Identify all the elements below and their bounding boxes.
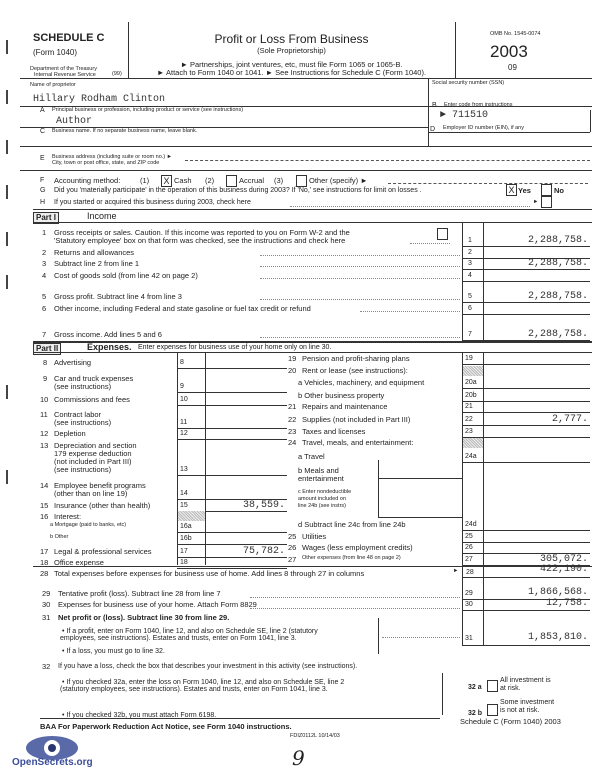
line-box-number: 14 xyxy=(180,490,188,497)
row-rule xyxy=(462,542,590,543)
line-box-number: 4 xyxy=(468,272,472,279)
business-value[interactable]: Author xyxy=(56,116,93,127)
row-rule xyxy=(177,428,287,429)
bracket xyxy=(442,673,443,715)
leader-dots xyxy=(382,637,460,638)
col-rule xyxy=(177,352,178,565)
leader-dots xyxy=(260,278,460,279)
accrual-checkbox[interactable] xyxy=(226,175,237,187)
row-rule xyxy=(462,281,590,282)
leader-dots xyxy=(250,608,460,609)
expense-label: Other expenses (from line 48 on page 2) xyxy=(302,555,401,561)
option-1-label: (1) xyxy=(140,176,150,185)
line-number: 13 xyxy=(40,441,49,450)
line-l30-amount[interactable]: 12,758. xyxy=(545,598,588,609)
line-h-letter: H xyxy=(40,199,46,206)
expense-label: Interest: xyxy=(54,512,82,521)
irs-label: Internal Revenue Service xyxy=(34,72,96,78)
form-number: (Form 1040) xyxy=(33,48,78,57)
leader-dots xyxy=(260,266,460,267)
line-box-number: 12 xyxy=(180,430,188,437)
risk-text: Some investment xyxy=(500,699,555,706)
address-field[interactable] xyxy=(185,160,590,161)
expense-label: Rent or lease (see instructions): xyxy=(302,366,408,375)
scan-mark xyxy=(6,40,8,54)
leader-dots xyxy=(410,243,450,244)
line-box-number: 24d xyxy=(465,521,477,528)
leader-dots xyxy=(360,311,460,312)
software-code: FDIZ0112L 10/14/03 xyxy=(290,733,340,739)
line-box-number: 3 xyxy=(468,260,472,267)
line-box-number: 15 xyxy=(180,502,188,509)
bullet-text: • If you checked 32b, you must attach Form 6198. xyxy=(62,712,217,719)
shaded-cell xyxy=(463,438,483,448)
line-box-number: 23 xyxy=(465,428,473,435)
row-rule xyxy=(462,246,590,247)
expense-label: line 24b (see instrs) xyxy=(298,503,346,509)
line-31-amount[interactable]: 1,853,810. xyxy=(527,632,588,643)
arrow-icon: ► xyxy=(533,199,539,205)
line-number: 16 xyxy=(40,512,49,521)
line-number: 14 xyxy=(40,481,49,490)
line-number: 21 xyxy=(288,402,297,411)
part-2-tag: Part II xyxy=(33,343,61,355)
line-box-number: 18 xyxy=(180,559,188,566)
arrow-icon: ► xyxy=(453,568,459,574)
line-7-amount[interactable]: 2,288,758. xyxy=(527,329,588,340)
row-rule xyxy=(177,368,287,369)
row-rule xyxy=(462,425,590,426)
line-box-number: 2 xyxy=(468,249,472,256)
expense-label: Employee benefit programs xyxy=(54,481,146,490)
line-number: 15 xyxy=(40,501,49,510)
line-box-number: 30 xyxy=(465,601,473,608)
line-box-number: 24a xyxy=(465,453,477,460)
line-label: Tentative profit (loss). Subtract line 28 from line 7 xyxy=(58,589,221,598)
expense-label: Supplies (not included in Part III) xyxy=(302,415,411,424)
expense-label: Office expense xyxy=(54,558,104,567)
accrual-label: Accrual xyxy=(239,176,265,185)
line-box-number: 19 xyxy=(465,355,473,362)
line-number: 29 xyxy=(42,589,51,598)
line-number: 18 xyxy=(40,558,49,567)
row-rule xyxy=(462,530,590,531)
line-box-number: 1 xyxy=(468,237,472,244)
shaded-cell xyxy=(463,366,483,376)
line-label-1: Gross receipts or sales. Caution. If this income was reported to you on Form W-2 and the xyxy=(54,228,350,237)
line-label-4: Cost of goods sold (from line 42 on page 2) xyxy=(54,271,198,280)
checkbox-label: 32 b xyxy=(468,710,483,717)
line-box-number: 28 xyxy=(466,569,474,576)
scan-mark xyxy=(6,232,8,246)
line-number: 27 xyxy=(288,555,297,564)
line-number: 30 xyxy=(42,600,51,609)
line-number: 25 xyxy=(288,532,297,541)
paperwork-notice: BAA For Paperwork Reduction Act Notice, see Form 1040 instructions. xyxy=(40,722,292,731)
cash-checkbox[interactable]: X xyxy=(161,175,172,187)
ein-label: Employer ID number (EIN), if any xyxy=(443,125,524,131)
schedule-label: SCHEDULE C xyxy=(33,32,105,44)
expense-label: (not included in Part III) xyxy=(54,457,132,466)
total-expenses-amount[interactable]: 422,190. xyxy=(539,564,588,575)
risk-text: All investment is xyxy=(500,677,551,684)
part-1-title: Income xyxy=(87,211,117,221)
expense-label: Utilities xyxy=(302,532,327,541)
sequence-code: (99) xyxy=(112,71,122,77)
expense-label: (see instructions) xyxy=(54,465,112,474)
line-number: 9 xyxy=(43,374,48,383)
line-number: 28 xyxy=(40,569,49,578)
expense-label: Depletion xyxy=(54,429,86,438)
expense-label: b Other business property xyxy=(298,391,385,400)
expense-label: c Enter nondeductible xyxy=(298,489,352,495)
eye-icon xyxy=(22,730,82,760)
expense-label: Depreciation and section xyxy=(54,441,137,450)
expense-27-amount[interactable]: 305,072. xyxy=(539,554,588,565)
proprietor-name[interactable]: Hillary Rodham Clinton xyxy=(33,94,166,105)
row-rule xyxy=(462,610,590,611)
subcol-rule xyxy=(462,460,463,517)
row-rule xyxy=(177,439,287,440)
expense-17-amount[interactable]: 75,782. xyxy=(242,546,285,557)
expense-label: Taxes and licenses xyxy=(302,427,366,436)
leader-dots xyxy=(260,299,460,300)
form-title: Profit or Loss From Business xyxy=(214,32,369,46)
line-number: 22 xyxy=(288,415,297,424)
line-box-number: 13 xyxy=(180,466,188,473)
leader-dots xyxy=(260,255,460,256)
bullet-text: employees, see instructions). Estates and trusts, enter on Form 1041, line 3. xyxy=(60,635,297,642)
line-number: 6 xyxy=(42,304,47,313)
line-label-3: Subtract line 2 from line 1 xyxy=(54,259,140,268)
code-label: Enter code from instructions xyxy=(444,102,513,108)
name-label: Name of proprietor xyxy=(30,82,76,88)
scan-mark xyxy=(6,140,8,154)
form-subtitle: (Sole Proprietorship) xyxy=(257,46,326,55)
row-rule xyxy=(462,401,590,402)
line-f-letter: F xyxy=(40,177,45,184)
expense-label: a Mortgage (paid to banks, etc) xyxy=(50,522,127,528)
line-label-1: 'Statutory employee' box on that form was checked, see the instructions and check here xyxy=(54,236,346,245)
row-rule xyxy=(177,392,287,393)
line-g-letter: G xyxy=(40,187,46,194)
started-business-label: If you started or acquired this business during 2003, check here xyxy=(54,199,251,206)
row-rule xyxy=(462,462,590,463)
participation-question: Did you 'materially participate' in the operation of this business during 2003? If 'No,' see instructions for limit on losses . xyxy=(54,187,422,194)
business-label: Principal business or profession, including product or service (see instructions) xyxy=(52,107,244,113)
expense-label: Advertising xyxy=(54,358,92,367)
line-32-label: If you have a loss, check the box that describes your investment in this activity (see instructions). xyxy=(58,663,358,670)
line-box-number: 21 xyxy=(465,403,473,410)
ssn-label: Social security number (SSN) xyxy=(432,80,505,86)
row-rule xyxy=(462,577,590,578)
line-b-letter: B xyxy=(432,102,437,109)
leader-dots xyxy=(250,597,460,598)
scan-mark xyxy=(6,275,8,289)
expense-15-amount[interactable]: 38,559. xyxy=(242,500,285,511)
line-number: 17 xyxy=(40,547,49,556)
expense-label: Travel, meals, and entertainment: xyxy=(302,438,414,447)
subcol-rule xyxy=(378,478,462,479)
line-box-number: 10 xyxy=(180,396,188,403)
row-rule xyxy=(177,544,287,545)
line-number: 10 xyxy=(40,395,49,404)
city-label: City, town or post office, state, and ZIP code xyxy=(52,160,160,166)
subcol-rule xyxy=(378,460,379,517)
cash-label: Cash xyxy=(174,176,192,185)
bracket xyxy=(378,618,379,654)
business-name-label: Business name. If no separate business name, leave blank. xyxy=(52,128,198,134)
row-rule xyxy=(177,532,287,533)
expense-label: a Travel xyxy=(298,452,325,461)
risk-text: is not at risk. xyxy=(500,707,540,714)
line-box-number: 8 xyxy=(180,359,184,366)
expense-label: b Other xyxy=(50,534,69,540)
scan-mark xyxy=(6,90,8,104)
line-box-number: 16a xyxy=(180,523,192,530)
option-3-label: (3) xyxy=(274,176,284,185)
statutory-employee-checkbox[interactable] xyxy=(437,228,448,240)
expense-label: Pension and profit-sharing plans xyxy=(302,354,410,363)
risk-text: at risk. xyxy=(500,685,521,692)
line-box-number: 6 xyxy=(468,305,472,312)
line-number: 24 xyxy=(288,438,297,447)
line-number: 19 xyxy=(288,354,297,363)
row-rule xyxy=(462,302,590,303)
address-label: Business address (including suite or room no.) ► xyxy=(52,154,173,160)
line-box-number: 22 xyxy=(465,416,473,423)
row-rule xyxy=(462,388,590,389)
line-number: 7 xyxy=(42,330,47,339)
checkbox-label: 32 a xyxy=(468,684,482,691)
bullet-text: (statutory employees, see instructions). Estates and trusts, enter on Form 1041, line 3. xyxy=(60,686,328,693)
other-checkbox[interactable] xyxy=(296,175,307,187)
bullet-text: • If a profit, enter on Form 1040, line 12, and also on Schedule SE, line 2 (statutory xyxy=(62,628,318,635)
row-rule xyxy=(177,405,287,406)
line-l29-amount[interactable]: 1,866,568. xyxy=(527,587,588,598)
handwritten-page-number: 9 xyxy=(292,746,305,770)
scan-mark xyxy=(6,185,8,199)
line-box-number: 25 xyxy=(465,533,473,540)
expense-label: (other than on line 19) xyxy=(54,489,128,498)
participate-no-checkbox[interactable] xyxy=(541,184,552,196)
line-number: 32 xyxy=(42,662,51,671)
expense-label: 179 expense deduction xyxy=(54,449,132,458)
line-number: 12 xyxy=(40,429,49,438)
col-rule xyxy=(205,352,206,565)
row-rule xyxy=(462,364,590,365)
row-rule xyxy=(177,475,287,476)
expense-label: b Meals and xyxy=(298,466,339,475)
expense-label: Wages (less employment credits) xyxy=(302,543,413,552)
expense-label: Commissions and fees xyxy=(54,395,130,404)
scan-mark xyxy=(6,385,8,399)
expense-label: Contract labor xyxy=(54,410,102,419)
expense-label: d Subtract line 24c from line 24b xyxy=(298,520,406,529)
leader-dots xyxy=(260,337,460,338)
expense-label: entertainment xyxy=(298,474,344,483)
expense-label: Repairs and maintenance xyxy=(302,402,388,411)
line-label: Expenses for business use of your home. Attach Form 8829 xyxy=(58,600,257,609)
line-box-number: 20a xyxy=(465,379,477,386)
expense-label: (see instructions) xyxy=(54,418,112,427)
line-box-number: 16b xyxy=(180,535,192,542)
line-box-number: 9 xyxy=(180,383,184,390)
line-a-letter: A xyxy=(40,107,45,114)
other-label: Other (specify) ► xyxy=(309,176,368,185)
line-number: 31 xyxy=(42,613,51,622)
line-box-number: 11 xyxy=(180,419,188,426)
line-d-letter: D xyxy=(430,126,436,133)
col-rule xyxy=(462,577,463,645)
bullet-text: • If you checked 32a, enter the loss on Form 1040, line 12, and also on Schedule SE, line 2 xyxy=(62,679,345,686)
total-expenses-label: Total expenses before expenses for business use of home. Add lines 8 through 27 in columns xyxy=(54,569,365,578)
line-label-2: Returns and allowances xyxy=(54,248,135,257)
omb-number: OMB No. 1545-0074 xyxy=(490,31,541,37)
line-number: 20 xyxy=(288,366,297,375)
started-business-checkbox[interactable] xyxy=(541,196,552,208)
line-box-number: 26 xyxy=(465,544,473,551)
net-profit-label: Net profit or (loss). Subtract line 30 from line 29. xyxy=(58,613,230,622)
line-box-number: 7 xyxy=(468,331,472,338)
opensecrets-logo xyxy=(10,730,93,770)
accounting-label: Accounting method: xyxy=(54,176,121,185)
other-specify-field[interactable] xyxy=(388,183,588,184)
attach-note: ► Attach to Form 1040 or 1041. ► See Instructions for Schedule C (Form 1040). xyxy=(156,68,427,77)
row-rule xyxy=(462,269,590,270)
line-number: 1 xyxy=(42,228,47,237)
line-box-number: 29 xyxy=(465,590,473,597)
scan-mark xyxy=(6,470,8,484)
watermark-text: OpenSecrets.org xyxy=(12,757,93,768)
row-rule xyxy=(462,314,590,315)
part-2-note: Enter expenses for business use of your home only on line 30. xyxy=(138,344,332,351)
line-box-number: 5 xyxy=(468,293,472,300)
expense-label: Insurance (other than health) xyxy=(54,501,151,510)
partnership-note: ► Partnerships, joint ventures, etc, must file Form 1065 or 1065-B. xyxy=(180,60,403,69)
no-label: No xyxy=(554,186,564,195)
form-reference: Schedule C (Form 1040) 2003 xyxy=(460,717,561,726)
line-number: 5 xyxy=(42,292,47,301)
line-1-amount[interactable]: 2,288,758. xyxy=(527,235,588,246)
line-label-6: Other income, including Federal and state gasoline or fuel tax credit or refund xyxy=(54,304,311,313)
option-2-label: (2) xyxy=(205,176,215,185)
line-3-amount[interactable]: 2,288,758. xyxy=(527,258,588,269)
row-rule xyxy=(462,645,590,646)
subcol-rule xyxy=(378,517,462,518)
line-box-number: 20b xyxy=(465,392,477,399)
expense-label: Car and truck expenses xyxy=(54,374,134,383)
line-e-letter: E xyxy=(40,155,45,162)
line-number: 3 xyxy=(42,259,47,268)
line-number: 4 xyxy=(42,271,47,280)
expense-22-amount[interactable]: 2,777. xyxy=(551,414,588,425)
expense-label: Legal & professional services xyxy=(54,547,152,556)
expense-label: a Vehicles, machinery, and equipment xyxy=(298,378,425,387)
part-2-title: Expenses. xyxy=(87,342,132,352)
row-rule xyxy=(177,557,287,558)
business-code[interactable]: ► 711510 xyxy=(440,110,489,121)
line-label-5: Gross profit. Subtract line 4 from line 3 xyxy=(54,292,182,301)
all-at-risk-checkbox[interactable] xyxy=(487,680,498,692)
line-number: 8 xyxy=(43,358,48,367)
expense-label: (see instructions) xyxy=(54,382,112,391)
yes-label: Yes xyxy=(518,186,531,195)
part-1-tag: Part I xyxy=(33,212,59,224)
not-at-risk-checkbox[interactable] xyxy=(487,704,498,716)
line-box-number: 31 xyxy=(465,635,473,642)
line-number: 11 xyxy=(40,410,48,419)
dept-label: Department of the Treasury xyxy=(30,66,97,72)
line-box-number: 17 xyxy=(180,548,188,555)
line-c-letter: C xyxy=(40,128,46,135)
tax-year: 2003 xyxy=(490,42,528,61)
participate-yes-checkbox[interactable]: X xyxy=(506,184,517,196)
expense-label: amount included on xyxy=(298,496,347,502)
bullet-text: • If a loss, you must go to line 32. xyxy=(62,648,165,655)
line-box-number: 27 xyxy=(465,556,473,563)
row-rule xyxy=(462,412,590,413)
line-5-amount[interactable]: 2,288,758. xyxy=(527,291,588,302)
line-number: 26 xyxy=(288,543,297,552)
shaded-cell xyxy=(178,511,205,521)
attachment-sequence: 09 xyxy=(508,63,517,72)
line-number: 2 xyxy=(42,248,47,257)
line-number: 23 xyxy=(288,427,297,436)
line-label-7: Gross income. Add lines 5 and 6 xyxy=(54,330,162,339)
